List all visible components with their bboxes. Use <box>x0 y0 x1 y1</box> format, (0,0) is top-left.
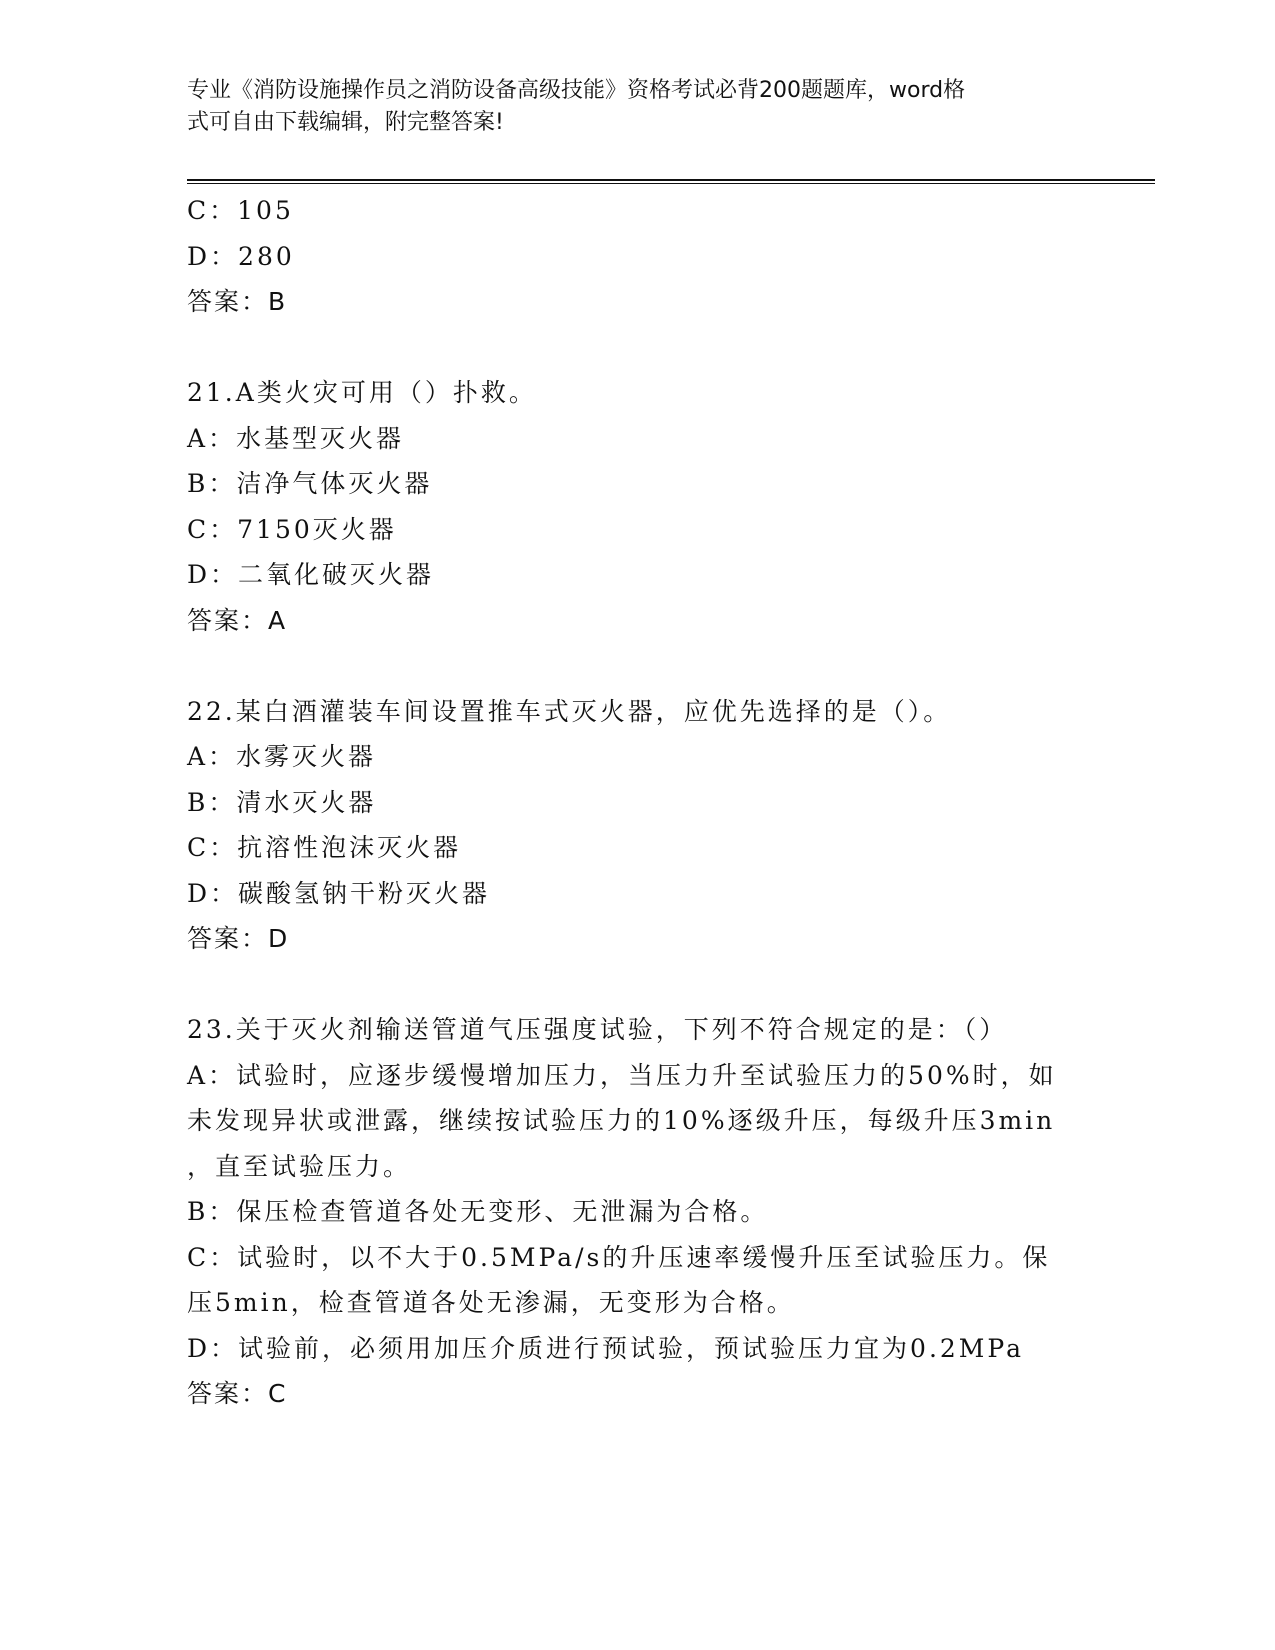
option-a-line-1: A：试验时，应逐步缓慢增加压力，当压力升至试验压力的50%时，如 <box>187 1060 1057 1090</box>
header-line-1: 专业《消防设施操作员之消防设备高级技能》资格考试必背200题题库，word格 <box>187 78 966 103</box>
option-a-line-3: ，直至试验压力。 <box>187 1151 412 1181</box>
page-header <box>187 75 1067 139</box>
option-c <box>187 1235 1087 1326</box>
option-b: B：洁净气体灭火器 <box>187 469 433 498</box>
answer: 答案：C <box>187 1379 288 1408</box>
option-c-line-2: 压5min，检查管道各处无渗漏，无变形为合格。 <box>187 1288 795 1317</box>
option-a: A：水基型灭火器 <box>187 423 405 453</box>
option-a <box>187 1053 1087 1190</box>
answer: 答案：A <box>187 605 288 635</box>
option-c: C：7150灭火器 <box>187 514 397 544</box>
answer: 答案：B <box>187 287 288 316</box>
option-c: C：抗溶性泡沫灭火器 <box>187 833 462 862</box>
question-23 <box>187 1007 1087 1417</box>
question-22 <box>187 689 1087 962</box>
header-divider-thin <box>187 183 1155 184</box>
question-stem: 22.某白酒灌装车间设置推车式灭火器，应优先选择的是（）。 <box>187 696 952 726</box>
question-stem: 21.A类火灾可用（）扑救。 <box>187 378 537 407</box>
header-line-2: 式可自由下载编辑，附完整答案! <box>187 110 504 135</box>
spacer <box>187 643 1087 689</box>
spacer <box>187 325 1087 371</box>
question-stem: 23.关于灭火剂输送管道气压强度试验，下列不符合规定的是：（） <box>187 1015 1008 1044</box>
question-21 <box>187 370 1087 643</box>
option-d: D：碳酸氢钠干粉灭火器 <box>187 878 491 908</box>
answer: 答案：D <box>187 924 290 953</box>
previous-question-tail <box>187 188 1087 325</box>
option-c: C：105 <box>187 196 294 225</box>
spacer <box>187 962 1087 1008</box>
header-divider-thick <box>187 179 1155 181</box>
option-d-line-1: D：试验前，必须用加压介质进行预试验，预试验压力宜为0.2MPa <box>187 1333 1025 1363</box>
option-a-line-2: 未发现异状或泄露，继续按试验压力的10%逐级升压，每级升压3min <box>187 1106 1056 1135</box>
option-b <box>187 1189 1087 1235</box>
question-content <box>187 188 1087 1417</box>
option-a: A：水雾灭火器 <box>187 742 377 771</box>
option-b-line-1: B：保压检查管道各处无变形、无泄漏为合格。 <box>187 1197 769 1226</box>
option-d <box>187 1326 1087 1372</box>
option-d: D：280 <box>187 241 295 271</box>
option-d: D：二氧化破灭火器 <box>187 560 435 589</box>
option-b: B：清水灭火器 <box>187 787 377 817</box>
option-c-line-1: C：试验时，以不大于0.5MPa/s的升压速率缓慢升压至试验压力。保 <box>187 1242 1051 1272</box>
